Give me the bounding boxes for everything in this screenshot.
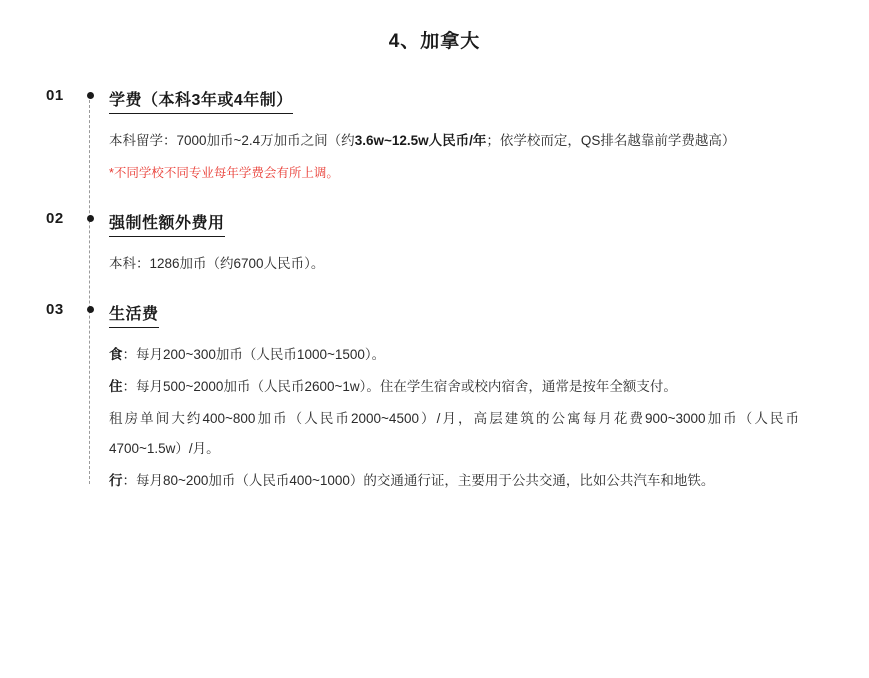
text-run-bold: 行 bbox=[109, 473, 123, 488]
section-number: 02 bbox=[46, 210, 64, 227]
section-01 bbox=[46, 87, 869, 188]
section-number: 01 bbox=[46, 87, 64, 104]
section-paragraph: 本科：1286加币（约6700人民币）。 bbox=[109, 256, 325, 271]
text-run-bold: 食 bbox=[109, 347, 123, 362]
timeline-dot-icon bbox=[87, 92, 94, 99]
section-03 bbox=[46, 301, 869, 496]
section-heading: 强制性额外费用 bbox=[109, 210, 225, 237]
text-run-bold: 住 bbox=[109, 379, 123, 394]
text-run: ：每月80~200加币（人民币400~1000）的交通通行证，主要用于公共交通，比如公共汽车和地铁。 bbox=[122, 473, 715, 488]
section-02 bbox=[46, 210, 869, 279]
section-number: 03 bbox=[46, 301, 64, 318]
text-run-bold: 3.6w~12.5w人民币/年 bbox=[354, 133, 487, 148]
section-body bbox=[109, 301, 799, 496]
section-paragraph bbox=[109, 372, 799, 402]
section-paragraph bbox=[109, 466, 799, 496]
section-paragraph bbox=[109, 126, 799, 156]
section-paragraph bbox=[109, 340, 799, 370]
text-run: ：每月500~2000加币（人民币2600~1w）。住在学生宿舍或校内宿舍，通常是按年全额支付。 bbox=[122, 379, 677, 394]
section-paragraph: 租房单间大约400~800加币（人民币2000~4500）/月，高层建筑的公寓每月花费900~3000加币（人民币4700~1.5w）/月。 bbox=[109, 411, 799, 456]
text-run: ：每月200~300加币（人民币1000~1500）。 bbox=[122, 347, 386, 362]
section-heading: 生活费 bbox=[109, 301, 159, 328]
timeline-list bbox=[0, 87, 869, 496]
section-body bbox=[109, 87, 799, 188]
section-body bbox=[109, 210, 799, 279]
timeline-dot-icon bbox=[87, 306, 94, 313]
page-title: 4、加拿大 bbox=[388, 31, 481, 52]
text-run: ；依学校而定，QS排名越靠前学费越高） bbox=[486, 133, 736, 148]
timeline-dot-icon bbox=[87, 215, 94, 222]
section-heading: 学费（本科3年或4年制） bbox=[109, 87, 293, 114]
section-note: *不同学校不同专业每年学费会有所上调。 bbox=[109, 166, 339, 180]
text-run: 本科留学：7000加币~2.4万加币之间（约 bbox=[109, 133, 355, 148]
